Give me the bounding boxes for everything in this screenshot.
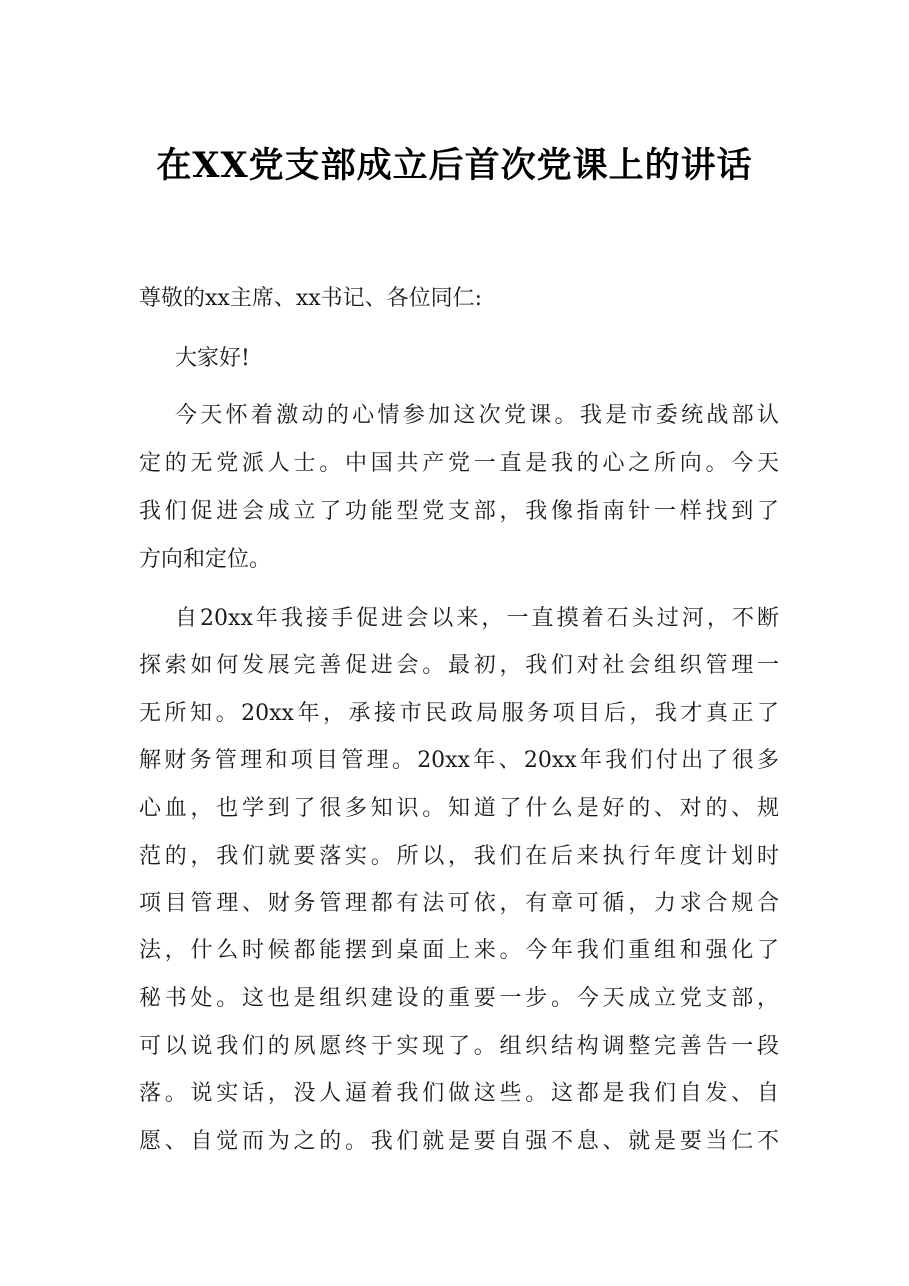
paragraph-2-line: 愿、自觉而为之的。我们就是要自强不息、就是要当仁不 [139,1129,779,1154]
paragraph-2-line: 秘书处。这也是组织建设的重要一步。今天成立党支部， [139,986,779,1011]
paragraph-1-line: 我们促进会成立了功能型党支部，我像指南针一样找到了 [139,499,779,524]
salutation: 尊敬的xx主席、xx书记、各位同仁: [139,286,483,311]
paragraph-1-line: 定的无党派人士。中国共产党一直是我的心之所向。今天 [139,451,779,476]
paragraph-2-line: 可以说我们的夙愿终于实现了。组织结构调整完善告一段 [139,1034,779,1059]
document-title: 在XX党支部成立后首次党课上的讲话 [156,145,753,186]
paragraph-2-line: 范的，我们就要落实。所以，我们在后来执行年度计划时 [139,844,779,869]
paragraph-2-line: 落。说实话，没人逼着我们做这些。这都是我们自发、自 [139,1081,779,1106]
paragraph-2-line: 心血，也学到了很多知识。知道了什么是好的、对的、规 [139,796,779,821]
greeting: 大家好! [175,346,250,371]
paragraph-2-line: 无所知。20xx年，承接市民政局服务项目后，我才真正了 [139,701,779,726]
paragraph-2-line: 探索如何发展完善促进会。最初，我们对社会组织管理一 [139,653,779,678]
paragraph-2-line: 法，什么时候都能摆到桌面上来。今年我们重组和强化了 [139,938,779,963]
paragraph-1-line: 方向和定位。 [139,547,272,572]
paragraph-2-line: 项目管理、财务管理都有法可依，有章可循，力求合规合 [139,891,779,916]
paragraph-1-line: 今天怀着激动的心情参加这次党课。我是市委统战部认 [175,403,779,428]
paragraph-2-line: 解财务管理和项目管理。20xx年、20xx年我们付出了很多 [139,748,779,773]
paragraph-2-line: 自20xx年我接手促进会以来，一直摸着石头过河，不断 [175,606,779,631]
